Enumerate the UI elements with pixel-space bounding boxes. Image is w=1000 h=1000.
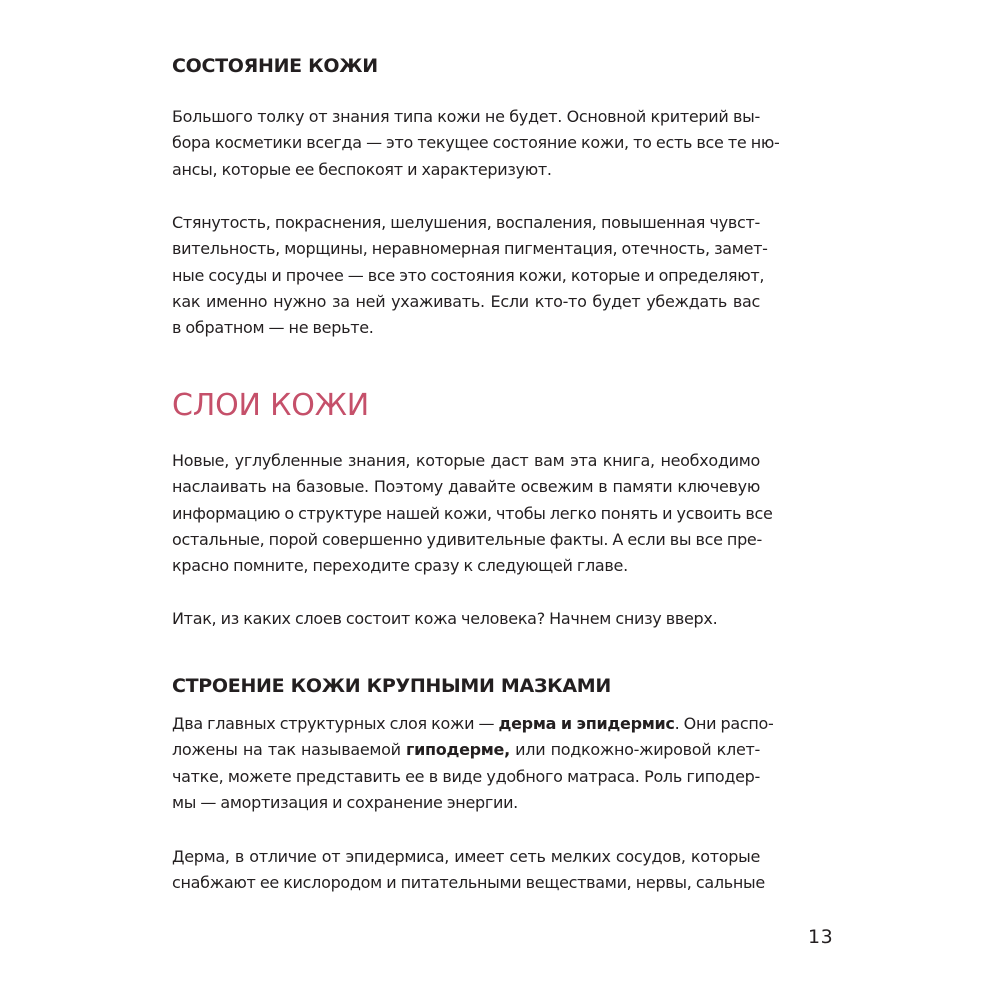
text-line: снабжают ее кислородом и питательными веществами, нервы, сальные bbox=[172, 873, 765, 893]
paragraph-skin-structure-1 bbox=[172, 711, 774, 816]
text-line: в обратном — не верьте. bbox=[172, 318, 374, 338]
bold-term-hypodermis: гиподерме, bbox=[406, 740, 510, 760]
text-run: . Они распо- bbox=[674, 714, 774, 733]
text-line: информацию о структуре нашей кожи, чтобы легко понять и усвоить все bbox=[172, 503, 773, 523]
paragraph-skin-layers-1 bbox=[172, 448, 773, 579]
chapter-heading-skin-layers: СЛОИ КОЖИ bbox=[172, 388, 369, 423]
text-line: Новые, углубленные знания, которые даст вам эта книга, необходимо bbox=[172, 451, 760, 470]
text-line: наслаивать на базовые. Поэтому давайте освежим в памяти ключевую bbox=[172, 477, 760, 497]
text-line: бора косметики всегда — это текущее состояние кожи, то есть все те ню- bbox=[172, 133, 780, 153]
text-run: Два главных структурных слоя кожи — bbox=[172, 714, 499, 733]
paragraph-skin-structure-2 bbox=[172, 844, 765, 897]
bold-term-dermis-epidermis: дерма и эпидермис bbox=[498, 714, 675, 733]
text-line: мы — амортизация и сохранение энергии. bbox=[172, 792, 518, 812]
paragraph-skin-condition-1 bbox=[172, 104, 780, 183]
text-line: остальные, порой совершенно удивительные факты. А если вы все пре- bbox=[172, 529, 762, 549]
text-line: ные сосуды и прочее — все это состояния кожи, которые и определяют, bbox=[172, 265, 765, 285]
text-line: Большого толку от знания типа кожи не будет. Основной критерий вы- bbox=[172, 107, 760, 126]
section-heading-skin-condition: СОСТОЯНИЕ КОЖИ bbox=[172, 55, 378, 77]
text-line: как именно нужно за ней ухаживать. Если кто-то будет убеждать вас bbox=[172, 291, 760, 311]
text-line: ансы, которые ее беспокоят и характеризуют. bbox=[172, 159, 552, 179]
paragraph-skin-layers-2 bbox=[172, 606, 760, 632]
text-line bbox=[172, 711, 774, 737]
text-line bbox=[172, 737, 760, 763]
paragraph-skin-condition-2 bbox=[172, 210, 768, 341]
section-heading-skin-structure: СТРОЕНИЕ КОЖИ КРУПНЫМИ МАЗКАМИ bbox=[172, 675, 611, 697]
text-line: красно помните, переходите сразу к следующей главе. bbox=[172, 556, 628, 576]
text-line: Итак, из каких слоев состоит кожа человека? Начнем снизу вверх. bbox=[172, 609, 718, 628]
text-line: чатке, можете представить ее в виде удобного матраса. Роль гиподер- bbox=[172, 766, 760, 786]
text-line: Стянутость, покраснения, шелушения, воспаления, повышенная чувст- bbox=[172, 213, 760, 232]
text-run: ложены на так называемой bbox=[172, 740, 407, 760]
text-run: или подкожно-жировой клет- bbox=[509, 740, 760, 760]
text-line: Дерма, в отличие от эпидермиса, имеет сеть мелких сосудов, которые bbox=[172, 847, 760, 866]
page-number: 13 bbox=[808, 926, 834, 948]
text-line: вительность, морщины, неравномерная пигментация, отечность, замет- bbox=[172, 239, 768, 259]
